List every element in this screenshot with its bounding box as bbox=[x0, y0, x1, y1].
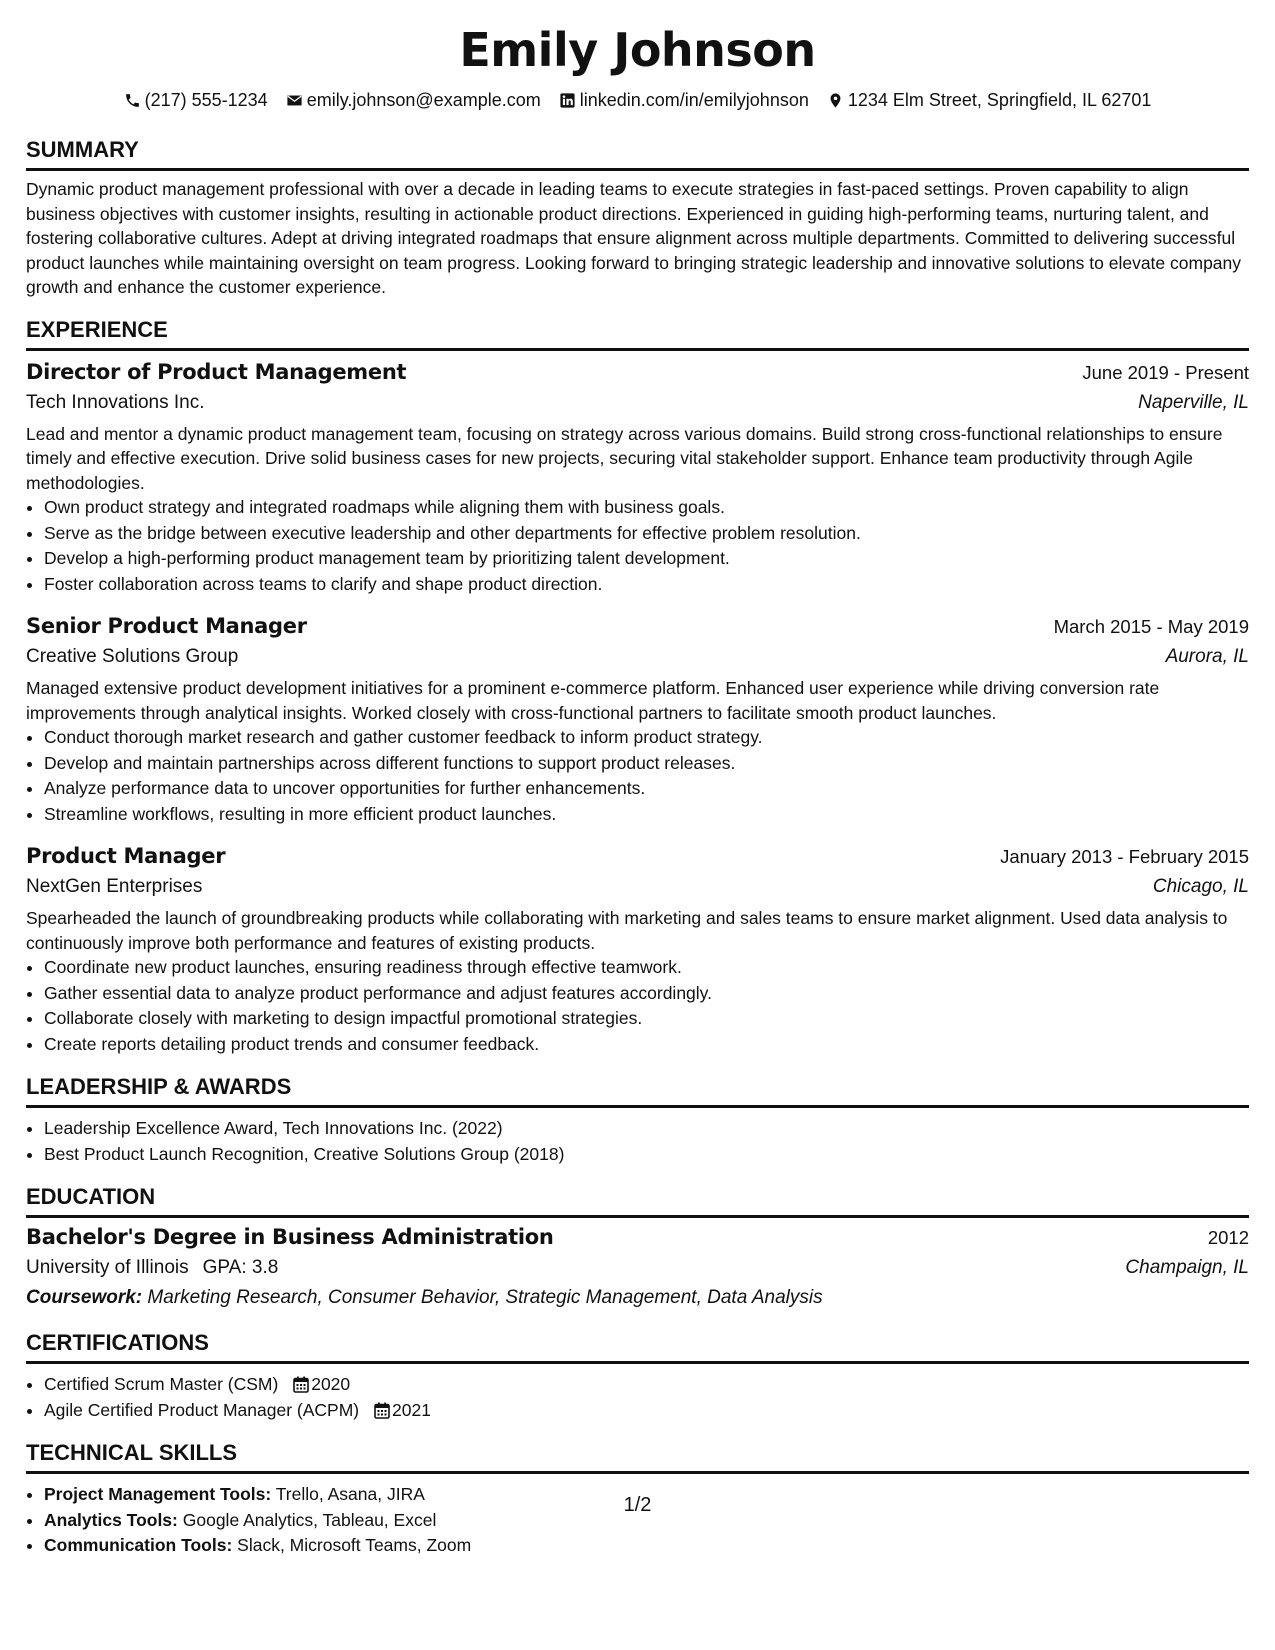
email-text: emily.johnson@example.com bbox=[306, 90, 541, 110]
job-location: Aurora, IL bbox=[1165, 646, 1249, 667]
calendar-icon bbox=[293, 1376, 309, 1393]
job-entry bbox=[26, 611, 1249, 827]
certification-name: Certified Scrum Master (CSM) bbox=[44, 1374, 279, 1394]
company-name: NextGen Enterprises bbox=[26, 876, 203, 897]
list-item: • Develop and maintain partnerships across different functions to support product releases. bbox=[44, 751, 1249, 777]
job-bullets bbox=[26, 955, 1249, 1057]
school-location: Champaign, IL bbox=[1125, 1257, 1249, 1278]
phone-icon bbox=[124, 92, 141, 109]
list-item: • Analyze performance data to uncover opportunities for further enhancements. bbox=[44, 776, 1249, 802]
job-description: Lead and mentor a dynamic product management team, focusing on strategy across various domains. Build strong cross-functional relationships to ensure timely and effective execution. Drive solid business cases for new projects, securing vital stakeholder support. Enhance team productivity through Agile methodologies. bbox=[26, 423, 1223, 493]
job-bullets bbox=[26, 495, 1249, 597]
calendar-icon bbox=[374, 1402, 390, 1419]
address-text: 1234 Elm Street, Springfield, IL 62701 bbox=[847, 90, 1152, 110]
experience-section bbox=[26, 316, 1249, 1058]
list-item bbox=[44, 1372, 1249, 1398]
job-bullets bbox=[26, 725, 1249, 827]
awards-list bbox=[26, 1116, 1249, 1167]
school-name: University of Illinois bbox=[26, 1257, 189, 1278]
coursework-label: Coursework: bbox=[26, 1287, 143, 1308]
job-location: Chicago, IL bbox=[1152, 876, 1249, 897]
certifications-section bbox=[26, 1329, 1249, 1423]
section-title: LEADERSHIP & AWARDS bbox=[26, 1073, 1249, 1108]
contact-bar bbox=[26, 88, 1249, 112]
graduation-year: 2012 bbox=[1207, 1227, 1249, 1248]
job-entry bbox=[26, 357, 1249, 598]
contact-email[interactable] bbox=[286, 88, 541, 112]
contact-linkedin[interactable] bbox=[559, 88, 809, 112]
coursework bbox=[26, 1283, 1249, 1313]
envelope-icon bbox=[286, 92, 303, 109]
job-description: Managed extensive product development initiatives for a prominent e-commerce platform. Enhanced user experience while driving conversion rate improvements through analytical insights. Worked closely with cross-functional partners to facilitate smooth product launches. bbox=[26, 678, 1160, 723]
education-section bbox=[26, 1183, 1249, 1313]
skill-value: Slack, Microsoft Teams, Zoom bbox=[237, 1535, 472, 1555]
list-item: • Create reports detailing product trends and consumer feedback. bbox=[44, 1032, 1249, 1058]
job-dates: June 2019 - Present bbox=[1082, 361, 1249, 383]
list-item: • Develop a high-performing product management team by prioritizing talent development. bbox=[44, 546, 1249, 572]
list-item: • Serve as the bridge between executive leadership and other departments for effective problem resolution. bbox=[44, 521, 1249, 547]
section-title: EDUCATION bbox=[26, 1183, 1249, 1218]
list-item: • Leadership Excellence Award, Tech Innovations Inc. (2022) bbox=[44, 1116, 1249, 1142]
degree-title: Bachelor's Degree in Business Administration bbox=[26, 1225, 554, 1249]
skill-label: Communication Tools: bbox=[44, 1535, 233, 1555]
list-item: • Streamline workflows, resulting in more efficient product launches. bbox=[44, 802, 1249, 828]
job-title: Senior Product Manager bbox=[26, 614, 307, 638]
list-item bbox=[44, 1533, 1249, 1559]
map-pin-icon bbox=[827, 92, 844, 109]
list-item bbox=[44, 1398, 1249, 1424]
summary-section bbox=[26, 136, 1249, 300]
company-name: Tech Innovations Inc. bbox=[26, 391, 205, 413]
list-item: • Best Product Launch Recognition, Creative Solutions Group (2018) bbox=[44, 1142, 1249, 1168]
job-entry bbox=[26, 841, 1249, 1057]
section-title: TECHNICAL SKILLS bbox=[26, 1439, 1249, 1474]
candidate-name: Emily Johnson bbox=[459, 23, 816, 77]
gpa: GPA: 3.8 bbox=[202, 1257, 279, 1278]
list-item: • Own product strategy and integrated roadmaps while aligning them with business goals. bbox=[44, 495, 1249, 521]
job-location: Naperville, IL bbox=[1138, 391, 1249, 413]
company-name: Creative Solutions Group bbox=[26, 646, 239, 667]
section-title: EXPERIENCE bbox=[26, 316, 1249, 351]
contact-phone[interactable] bbox=[124, 88, 268, 112]
phone-text: (217) 555-1234 bbox=[144, 90, 268, 110]
list-item: • Coordinate new product launches, ensuring readiness through effective teamwork. bbox=[44, 955, 1249, 981]
contact-address bbox=[827, 88, 1152, 112]
list-item: • Gather essential data to analyze product performance and adjust features accordingly. bbox=[44, 981, 1249, 1007]
job-title: Director of Product Management bbox=[26, 359, 407, 384]
linkedin-icon bbox=[559, 92, 576, 109]
job-dates: March 2015 - May 2019 bbox=[1053, 616, 1249, 637]
list-item: • Conduct thorough market research and gather customer feedback to inform product strategy. bbox=[44, 725, 1249, 751]
certifications-list bbox=[26, 1372, 1249, 1423]
section-title: CERTIFICATIONS bbox=[26, 1329, 1249, 1364]
certification-name: Agile Certified Product Manager (ACPM) bbox=[44, 1399, 360, 1420]
page-number: 1/2 bbox=[623, 1494, 652, 1516]
skill-label: Project Management Tools: bbox=[44, 1484, 272, 1504]
certification-year: 2020 bbox=[311, 1374, 351, 1394]
awards-section bbox=[26, 1073, 1249, 1167]
skill-value: Trello, Asana, JIRA bbox=[275, 1484, 425, 1504]
certification-year: 2021 bbox=[392, 1399, 431, 1420]
job-dates: January 2013 - February 2015 bbox=[1000, 846, 1249, 867]
coursework-list: Marketing Research, Consumer Behavior, Strategic Management, Data Analysis bbox=[147, 1287, 823, 1308]
summary-text: Dynamic product management professional with over a decade in leading teams to execute strategies in fast-paced settings. Proven capability to align business objectives with customer insights, resulting in actionable product directions. Experienced in guiding high-performing teams, nurturing talent, and fostering collaborative cultures. Adept at driving integrated roadmaps that ensure alignment across multiple departments. Committed to delivering successful product launches while maintaining oversight on team progress. Looking forward to bringing strategic leadership and innovative solutions to elevate company growth and enhance the customer experience. bbox=[26, 179, 1242, 297]
skill-label: Analytics Tools: bbox=[44, 1509, 178, 1530]
list-item: • Foster collaboration across teams to clarify and shape product direction. bbox=[44, 572, 1249, 598]
list-item: • Collaborate closely with marketing to design impactful promotional strategies. bbox=[44, 1006, 1249, 1032]
job-title: Product Manager bbox=[26, 844, 226, 868]
skill-value: Google Analytics, Tableau, Excel bbox=[182, 1509, 437, 1530]
section-title: SUMMARY bbox=[26, 136, 1249, 171]
linkedin-text: linkedin.com/in/emilyjohnson bbox=[579, 90, 809, 110]
job-description: Spearheaded the launch of groundbreaking products while collaborating with marketing and sales teams to ensure market alignment. Used data analysis to continuously improve both performance and features of existing products. bbox=[26, 908, 1228, 953]
